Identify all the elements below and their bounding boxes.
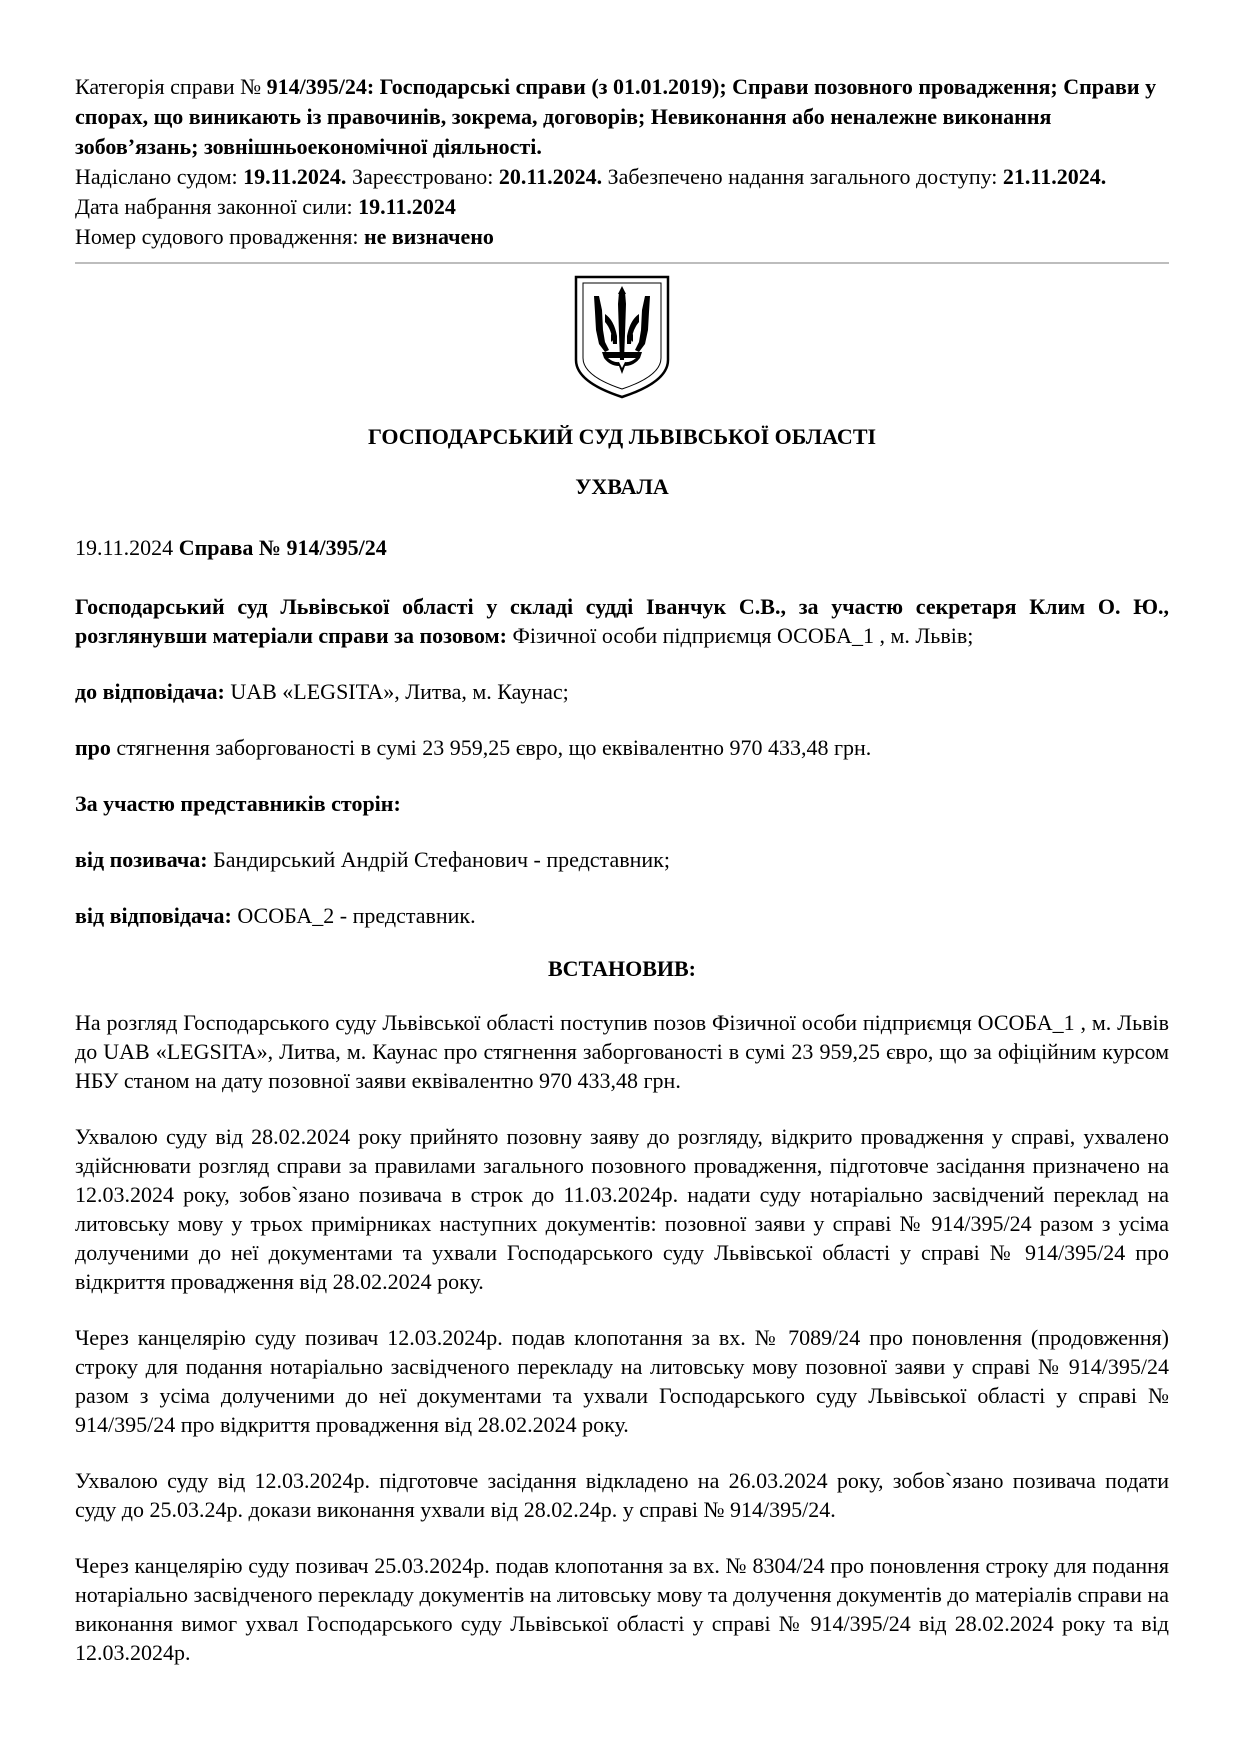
defendant-representative: від відповідача: ОСОБА_2 - представник. [75, 903, 476, 928]
case-metadata [75, 72, 1169, 252]
effective-date: 19.11.2024 [358, 194, 456, 219]
body-paragraph-2: Ухвалою суду від 28.02.2024 року прийнято позовну заяву до розгляду, відкрито провадження у справі, ухвалено здійснювати розгляд справи за правилами загального позовного провадження, підготовче засідання призначено на 12.03.2024 року, зобов`язано позивача в строк до 11.03.2024р. надати суду нотаріально засвідчений переклад на литовську мову у трьох примірниках наступних документів: позовної заяви у справі № 914/395/24 разом з усіма долученими до неї документами та ухвали Господарського суду Львівської області у справі № 914/395/24 про відкриття провадження від 28.02.2024 року. [75, 1124, 1169, 1294]
effective-date-line: Дата набрання законної сили: 19.11.2024 [75, 194, 456, 219]
ruling-date: 19.11.2024 [75, 535, 179, 560]
case-line [75, 533, 1169, 562]
body-paragraph-4: Ухвалою суду від 12.03.2024р. підготовче засідання відкладено на 26.03.2024 року, зобов`язано позивача подати суду до 25.03.24р. докази виконання ухвали від 28.02.24р. у справі № 914/395/24. [75, 1468, 1169, 1522]
intro-paragraph: Господарський суд Львівської області у складі судді Іванчук С.В., за участю секретаря Клим О. Ю., розглянувши матеріали справи за позовом: Фізичної особи підприємця ОСОБА_1 , м. Львів; [75, 594, 1169, 648]
plaintiff-representative: від позивача: Бандирський Андрій Стефанович - представник; [75, 847, 670, 872]
subject-line: про стягнення заборгованості в сумі 23 959,25 євро, що еквівалентно 970 433,48 грн. [75, 735, 872, 760]
document-type: УХВАЛА [575, 474, 669, 499]
body-paragraph-1: На розгляд Господарського суду Львівської області поступив позов Фізичної особи підприємця ОСОБА_1 , м. Львів до UAB «LEGSITA», Литва, м. Каунас про стягнення заборгованості в сумі 23 959,25 євро, що за офіційним курсом НБУ станом на дату позовної заяви еквівалентно 970 433,48 грн. [75, 1010, 1169, 1093]
registered-date: 20.11.2024. [498, 164, 603, 189]
body-paragraph-5: Через канцелярію суду позивач 25.03.2024р. подав клопотання за вх. № 8304/24 про поновлення строку для подання нотаріально засвідченого перекладу документів на литовську мову та долучення документів до матеріалів справи на виконання вимог ухвал Господарського суду Львівської області у справі № 914/395/24 від 28.02.2024 року та від 12.03.2024р. [75, 1553, 1169, 1665]
body-paragraph-3: Через канцелярію суду позивач 12.03.2024р. подав клопотання за вх. № 7089/24 про поновлення (продовження) строку для подання нотаріально засвідченого перекладу на литовську мову позовної заяви у справі № 914/395/24 разом з усіма долученими до неї документами та ухвали Господарського суду Львівської області у справі № 914/395/24 про відкриття провадження від 28.02.2024 року. [75, 1325, 1169, 1437]
proceeding-number: не визначено [363, 224, 494, 249]
case-number: Справа № 914/395/24 [178, 535, 387, 560]
dates-line: Надіслано судом: 19.11.2024. Зареєстровано: 20.11.2024. Забезпечено надання загального доступу: 21.11.2024. [75, 164, 1107, 189]
document-page [75, 72, 1169, 1667]
access-date: 21.11.2024. [1002, 164, 1107, 189]
coat-of-arms-icon [572, 274, 672, 400]
participants-heading: За участю представників сторін: [75, 791, 401, 816]
defendant-line: до відповідача: UAB «LEGSITA», Литва, м. Каунас; [75, 679, 569, 704]
case-category-value: 914/395/24: Господарські справи (з 01.01.2019); Справи позовного провадження; Справи у спорах, що виникають із правочинів, зокрема, договорів; Невиконання або неналежне виконання зобов’язань; зовнішньоекономічної діяльності. [75, 74, 1157, 159]
court-name: ГОСПОДАРСЬКИЙ СУД ЛЬВІВСЬКОЇ ОБЛАСТІ [367, 424, 877, 449]
case-category: Категорія справи № 914/395/24: Господарські справи (з 01.01.2019); Справи позовного провадження; Справи у спорах, що виникають із правочинів, зокрема, договорів; Невиконання або неналежне виконання зобов’язань; зовнішньоекономічної діяльності. [75, 74, 1157, 159]
proceeding-number-line: Номер судового провадження: не визначено [75, 224, 494, 249]
header-divider [75, 262, 1169, 264]
established-heading: ВСТАНОВИВ: [547, 956, 697, 981]
sent-date: 19.11.2024. [243, 164, 347, 189]
